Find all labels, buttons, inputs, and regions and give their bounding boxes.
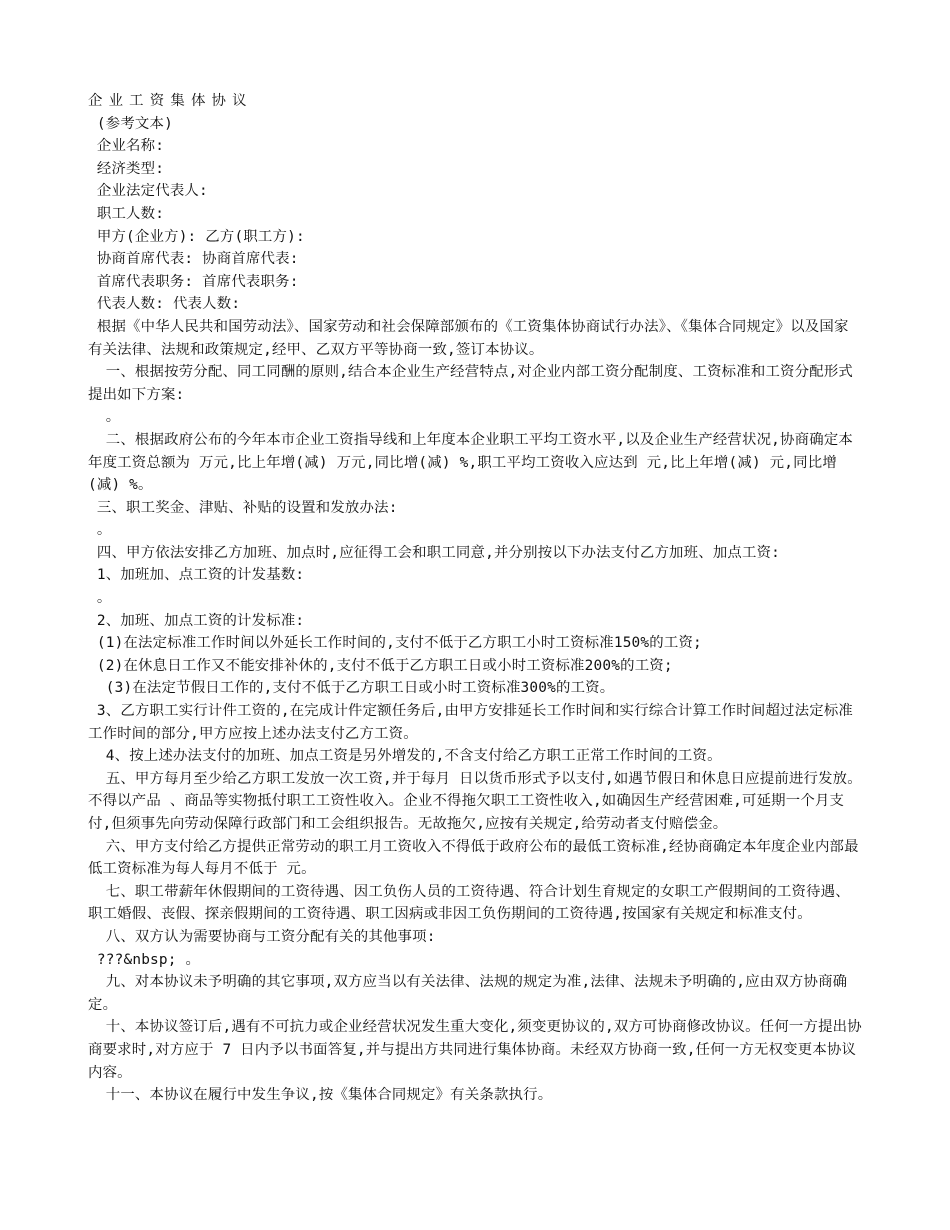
- paragraph: (3)在法定节假日工作的,支付不低于乙方职工日或小时工资标准300%的工资。: [88, 680, 615, 697]
- paragraph: 3、乙方职工实行计件工资的,在完成计件定额任务后,由甲方安排延长工作时间和实行综合计算工作时间超过法定标准工作时间的部分,甲方应按上述办法支付乙方工资。: [88, 703, 854, 742]
- paragraph: 代表人数: 代表人数:: [88, 296, 241, 313]
- paragraph: (参考文本): [88, 115, 173, 132]
- paragraph: 五、甲方每月至少给乙方职工发放一次工资,并于每月 日以货币形式予以支付,如遇节假日和休息日应提前进行发放。不得以产品 、商品等实物抵付职工工资性收入。企业不得拖欠职工工资性收入,如确因生产经营困难,可延期一个月支付,但须事先向劳动保障行政部门和工会组织报告。无故拖欠,应按有关规定,给劳动者支付赔偿金。: [88, 770, 862, 832]
- document-body: [88, 90, 863, 1107]
- paragraph: 2、加班、加点工资的计发标准:: [88, 612, 305, 629]
- paragraph: 1、加班加、点工资的计发基数:: [88, 567, 305, 584]
- paragraph: 一、根据按劳分配、同工同酬的原则,结合本企业生产经营特点,对企业内部工资分配制度、工资标准和工资分配形式提出如下方案:: [88, 364, 853, 403]
- paragraph: 七、职工带薪年休假期间的工资待遇、因工负伤人员的工资待遇、符合计划生育规定的女职工产假期间的工资待遇、职工婚假、丧假、探亲假期间的工资待遇、职工因病或非因工负伤期间的工资待遇,按国家有关规定和标准支付。: [88, 883, 850, 923]
- paragraph: (2)在休息日工作又不能安排补休的,支付不低于乙方职工日或小时工资标准200%的工资;: [88, 657, 673, 674]
- paragraph: 十一、本协议在履行中发生争议,按《集体合同规定》有关条款执行。: [88, 1087, 553, 1104]
- paragraph: 三、职工奖金、津贴、补贴的设置和发放办法:: [88, 499, 398, 516]
- paragraph: 八、双方认为需要协商与工资分配有关的其他事项:: [88, 928, 436, 945]
- paragraph: 九、对本协议未予明确的其它事项,双方应当以有关法律、法规的规定为准,法律、法规未予明确的,应由双方协商确定。: [88, 974, 848, 1013]
- paragraph: (1)在法定标准工作时间以外延长工作时间的,支付不低于乙方职工小时工资标准150%的工资;: [88, 635, 702, 652]
- paragraph: 职工人数:: [88, 205, 165, 222]
- paragraph: 经济类型:: [88, 160, 165, 177]
- paragraph: ???&nbsp; 。: [88, 951, 201, 968]
- paragraph: 。: [88, 590, 112, 607]
- paragraph: 四、甲方依法安排乙方加班、加点时,应征得工会和职工同意,并分别按以下办法支付乙方加班、加点工资:: [88, 544, 781, 561]
- paragraph: 十、本协议签订后,遇有不可抗力或企业经营状况发生重大变化,须变更协议的,双方可协商修改协议。任何一方提出协商要求时,对方应于 7 日内予以书面答复,并与提出方共同进行集体协商。未经双方协商一致,任何一方无权变更本协议内容。: [88, 1019, 862, 1081]
- paragraph: 协商首席代表: 协商首席代表:: [88, 251, 299, 268]
- paragraph: 4、按上述办法支付的加班、加点工资是另外增发的,不含支付给乙方职工正常工作时间的工资。: [88, 748, 722, 765]
- document-title: 企业工资集体协议: [88, 93, 253, 109]
- paragraph: 企业名称:: [88, 138, 165, 155]
- paragraph: 首席代表职务: 首席代表职务:: [88, 273, 299, 290]
- paragraph: 二、根据政府公布的今年本市企业工资指导线和上年度本企业职工平均工资水平,以及企业生产经营状况,协商确定本年度工资总额为 万元,比上年增(减) 万元,同比增(减) %,职工平均工资收入应达到 元,比上年增(减) 元,同比增(减) %。: [88, 431, 853, 494]
- paragraph: 企业法定代表人:: [88, 183, 208, 200]
- paragraph: 甲方(企业方): 乙方(职工方):: [88, 228, 305, 245]
- paragraph: 。: [88, 409, 121, 426]
- paragraph: 六、甲方支付给乙方提供正常劳动的职工月工资收入不得低于政府公布的最低工资标准,经协商确定本年度企业内部最低工资标准为每人每月不低于 元。: [88, 838, 859, 878]
- paragraph: 。: [88, 522, 112, 539]
- paragraph: 根据《中华人民共和国劳动法》、国家劳动和社会保障部颁布的《工资集体协商试行办法》、《集体合同规定》以及国家有关法律、法规和政策规定,经甲、乙双方平等协商一致,签订本协议。: [88, 318, 849, 358]
